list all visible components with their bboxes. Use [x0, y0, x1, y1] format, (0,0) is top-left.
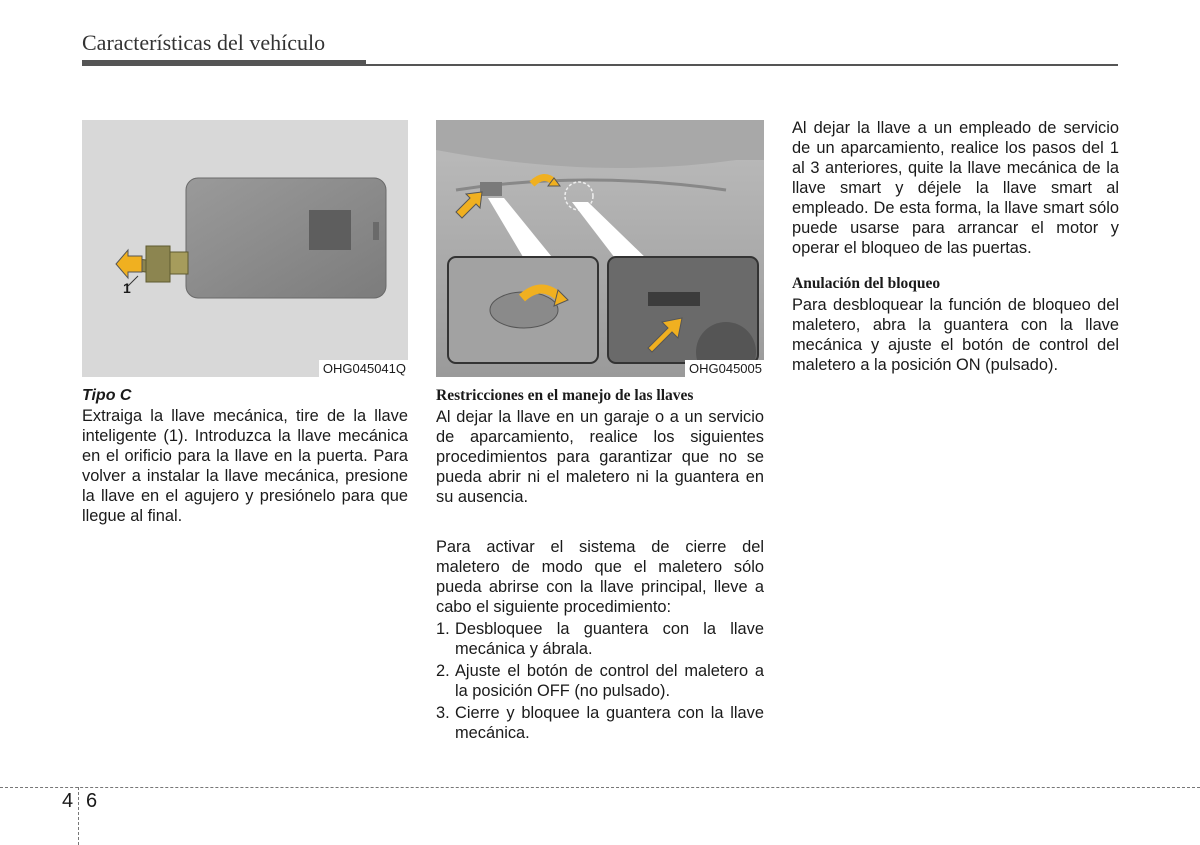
right-column	[792, 118, 1119, 375]
glovebox-figure	[436, 120, 764, 377]
paragraph: Al dejar la llave a un empleado de servicio de un aparcamiento, realice los pasos del 1 al 3 anteriores, quite la llave mecánica de la llave smart y déjele la llave smart al empleado. De esta forma, la llave smart sólo puede usarse para arrancar el motor y operar el bloqueo de las puertas.	[792, 119, 1119, 257]
figure-code: OHG045041Q	[319, 360, 408, 377]
paragraph: Para activar el sistema de cierre del maletero de modo que el maletero sólo pueda abrirse con la llave principal, lleve a cabo el siguiente procedimiento:	[436, 538, 764, 616]
section-number: 4	[62, 790, 74, 812]
list-item	[436, 703, 764, 743]
list-item	[436, 619, 764, 659]
callout-label: 1	[123, 280, 131, 296]
step-text: Desbloquee la guantera con la llave mecánica y ábrala.	[455, 620, 764, 658]
step-text: Ajuste el botón de control del maletero a la posición OFF (no pulsado).	[455, 662, 764, 700]
footer-rule	[0, 787, 1200, 788]
section-title: Características del vehículo	[82, 30, 326, 55]
middle-column	[436, 386, 764, 745]
step-text: Cierre y bloquee la guantera con la llave mecánica.	[455, 704, 764, 742]
step-number: 2.	[436, 662, 450, 680]
subheading: Tipo C	[82, 387, 132, 404]
glovebox-illustration	[436, 120, 764, 377]
figure-code: OHG045005	[685, 360, 764, 377]
step-list	[436, 619, 764, 743]
subheading: Anulación del bloqueo	[792, 275, 941, 292]
paragraph: Al dejar la llave en un garaje o a un servicio de aparcamiento, realice los siguientes procedimientos para garantizar que no se pueda abrir ni el maletero ni la guantera en su ausencia.	[436, 408, 764, 506]
pull-arrow-icon	[116, 250, 142, 278]
header-rule-thin	[366, 64, 1118, 66]
page-number: 6	[86, 790, 98, 812]
paragraph: Extraiga la llave mecánica, tire de la llave inteligente (1). Introduzca la llave mecánica en el orificio para la llave en la puerta. Para volver a instalar la llave mecánica, presione la llave en el agujero y presiónelo para que llegue al final.	[82, 407, 408, 525]
footer-divider	[78, 787, 79, 845]
subheading: Restricciones en el manejo de las llaves	[436, 387, 694, 404]
smart-key-illustration	[82, 120, 408, 377]
paragraph: Para desbloquear la función de bloqueo del maletero, abra la guantera con la llave mecánica y ajuste el botón de control del maletero a la posición ON (pulsado).	[792, 296, 1119, 374]
header-rule-thick	[82, 60, 366, 66]
smart-key-figure	[82, 120, 408, 377]
list-item	[436, 661, 764, 701]
step-number: 1.	[436, 620, 450, 638]
left-column	[82, 386, 408, 526]
step-number: 3.	[436, 704, 450, 722]
